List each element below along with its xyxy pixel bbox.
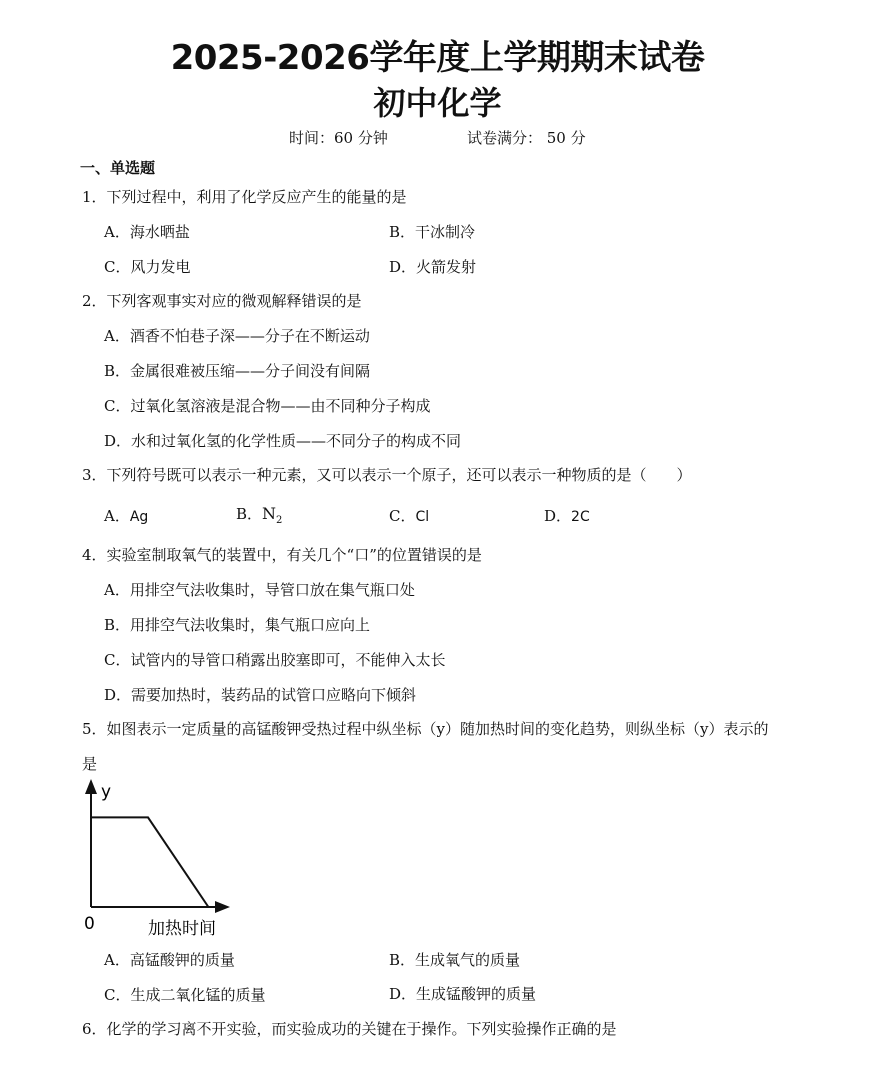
option-letter: C．: [389, 507, 416, 525]
question-1-option-a: A．海水晒盐: [104, 223, 190, 241]
question-4-stem: 4．实验室制取氧气的装置中，有关几个“口”的位置错误的是: [82, 546, 482, 564]
option-letter: B．: [236, 505, 263, 523]
question-2-option-a: A．酒香不怕巷子深——分子在不断运动: [104, 327, 370, 345]
question-3-option-d: [544, 505, 590, 526]
question-5-option-c: C．生成二氧化锰的质量: [104, 986, 266, 1004]
option-value-n2: [262, 504, 283, 527]
option-value: Cl: [415, 509, 430, 525]
question-2-stem: 2．下列客观事实对应的微观解释错误的是: [82, 292, 362, 310]
n2-subscript: 2: [276, 515, 283, 527]
exam-full-score: 试卷满分： 50 分: [467, 129, 586, 147]
question-4-option-a: A．用排空气法收集时，导管口放在集气瓶口处: [104, 581, 415, 599]
question-2-option-b: B．金属很难被压缩——分子间没有间隔: [104, 362, 371, 380]
question-3-stem: 3．下列符号既可以表示一种元素，又可以表示一个原子，还可以表示一种物质的是（ ）: [82, 466, 692, 484]
origin-label: 0: [84, 914, 95, 934]
question-3-option-a: [104, 505, 148, 526]
x-axis-arrow: [215, 901, 230, 913]
y-axis-arrow: [85, 779, 97, 794]
question-5-option-d: D．生成锰酸钾的质量: [389, 985, 537, 1003]
question-1-option-d: D．火箭发射: [389, 258, 477, 276]
question-5-option-a: A．高锰酸钾的质量: [104, 951, 235, 969]
question-4-option-b: B．用排空气法收集时，集气瓶口应向上: [104, 616, 371, 634]
exam-time: 时间：60 分钟: [289, 129, 388, 147]
question-2-option-d: D．水和过氧化氢的化学性质——不同分子的构成不同: [104, 432, 462, 450]
option-value: Ag: [129, 509, 149, 525]
n2-symbol: N: [262, 504, 277, 523]
question-3-option-b: [236, 503, 282, 526]
question-1-option-c: C．风力发电: [104, 258, 191, 276]
question-4-option-d: D．需要加热时，装药品的试管口应略向下倾斜: [104, 686, 417, 704]
question-5-option-b: B．生成氧气的质量: [389, 951, 521, 969]
series-line-0: [91, 817, 208, 907]
section-heading-single-choice: 一、单选题: [80, 159, 156, 177]
exam-subtitle: 初中化学: [373, 84, 502, 122]
question-5-stem: 5．如图表示一定质量的高锰酸钾受热过程中纵坐标（y）随加热时间的变化趋势，则纵坐标（y）表示的: [82, 720, 769, 738]
question-1-option-b: B．干冰制冷: [389, 223, 476, 241]
mass-vs-heating-time-chart: [70, 775, 270, 940]
y-axis-label: y: [101, 782, 112, 802]
x-axis-label: 加热时间: [148, 919, 216, 939]
question-2-option-c: C．过氧化氢溶液是混合物——由不同种分子构成: [104, 397, 431, 415]
option-value: 2C: [571, 509, 590, 525]
option-letter: D．: [544, 507, 572, 525]
question-5-stem-continued: 是: [82, 755, 98, 773]
question-4-option-c: C．试管内的导管口稍露出胶塞即可，不能伸入太长: [104, 651, 446, 669]
question-3-option-c: [389, 505, 429, 526]
series-layer: [91, 817, 208, 907]
question-1-stem: 1．下列过程中，利用了化学反应产生的能量的是: [82, 188, 407, 206]
option-letter: A．: [104, 507, 130, 525]
exam-title: 2025-2026学年度上学期期末试卷: [170, 38, 705, 78]
question-6-stem: 6．化学的学习离不开实验，而实验成功的关键在于操作。下列实验操作正确的是: [82, 1020, 617, 1038]
